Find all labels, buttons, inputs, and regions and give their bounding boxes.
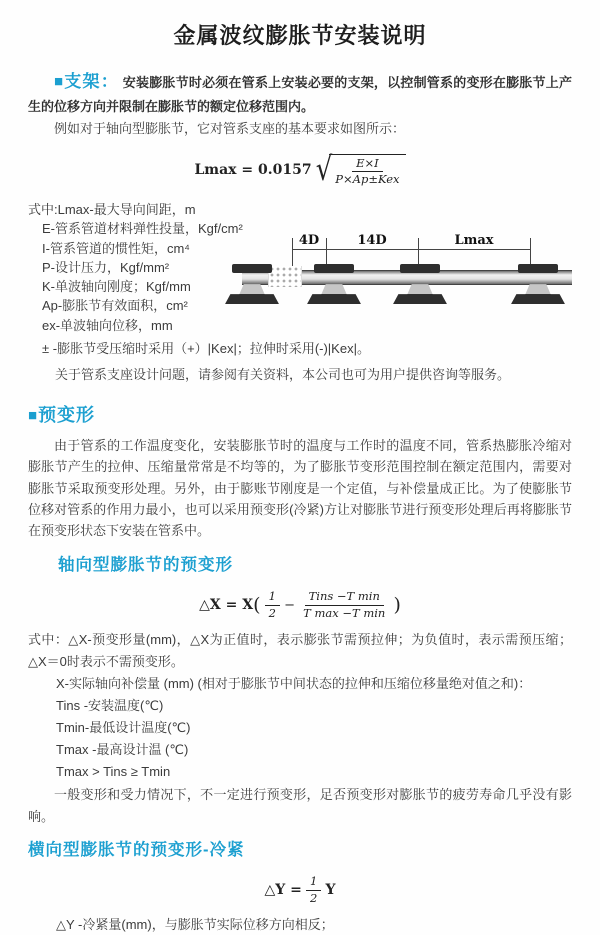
support-example-line: 例如对于轴向型膨胀节，它对管系支座的基本要求如图所示：: [54, 120, 406, 136]
sign-convention-note: ± -膨胀节受压缩时采用（+）|Kex|；拉伸时采用(-)|Kex|。: [42, 341, 370, 357]
lmax-formula-lhs: Lmax = 0.0157: [194, 162, 312, 179]
consulting-note: 关于管系支座设计问题，请参阅有关资料，本公司也可为用户提供咨询等服务。: [55, 366, 511, 382]
lateral-formula-rhs: Y: [325, 881, 336, 898]
axial-general-note: 一般变形和受力情况下，不一定进行预变形，足否预变形对膨胀节的疲劳寿命几乎没有影响。: [28, 787, 572, 824]
axial-item-relation: Tmax > Tins ≥ Tmin: [56, 764, 171, 780]
pipe-support: [224, 264, 280, 306]
preset-section-heading: [28, 401, 572, 431]
axial-item-x: X-实际轴向补偿量 (mm) (相对于膨胀节中间状态的拉伸和压缩位移量绝对值之和)：: [56, 675, 532, 691]
axial-item-tins: Tins -安装温度(℃): [56, 698, 164, 714]
definition-ex: ex-单波轴向位移，mm: [42, 317, 173, 333]
definition-e: E-管系管道材料弹性投量，Kgf/cm²: [42, 221, 243, 237]
pipe-support: [392, 264, 448, 306]
axial-subheading: 轴向型膨胀节的预变形: [58, 555, 233, 574]
definitions-and-diagram-zone: [28, 200, 572, 336]
lateral-half-denominator: 2: [310, 890, 318, 905]
preset-heading-label: 预变形: [38, 404, 96, 425]
axial-item-tmax: Tmax -最高设计温 (℃): [56, 742, 189, 758]
half-denominator: 2: [268, 605, 276, 620]
support-section-heading: [54, 72, 119, 91]
blue-square-icon: ■: [28, 406, 39, 424]
blue-square-icon: ■: [54, 73, 65, 91]
pipe-support: [306, 264, 362, 306]
dimension-label-14d: 14D: [357, 233, 387, 249]
lateral-formula: [28, 874, 572, 906]
dimension-line: [292, 249, 530, 250]
lateral-half-numerator: 1: [306, 874, 321, 891]
temp-denominator: T max −T min: [303, 605, 386, 620]
axial-formula-explanation: 式中：△X-预变形量(mm)，△X为正值时，表示膨张节需预拉伸；为负值时，表示需预压缩；△X＝0时表示不需预变形。: [28, 632, 572, 669]
lmax-formula-numerator: E×I: [352, 156, 383, 173]
temp-numerator: Tins −T min: [305, 589, 384, 606]
preset-body-paragraph: 由于管系的工作温度变化，安装膨胀节时的温度与工作时的温度不同，管系热膨胀冷缩对膨胀节产生的拉伸、压缩量常常是不均等的，为了膨胀节变形范围控制在额定范围内，需要对膨胀节采取预变形处理。另外，由于膨账节刚度是一个定值，与补偿量成正比。为了使膨胀节位移对管系的作用力最小，也可以采用预变形(冷紧)方让对膨胀节进行预变形处理后再将膨胀节在预变形状态下安装在管系中。: [28, 437, 572, 539]
axial-item-tmin: Tmin-最低设计温度(℃): [56, 720, 191, 736]
dimension-label-4d: 4D: [298, 233, 320, 249]
definition-k: K-单波轴向刚度；Kgf/mm: [42, 279, 191, 295]
lmax-formula: [28, 149, 572, 192]
dimension-label-lmax: Lmax: [454, 233, 494, 249]
lateral-note: △Y -冷紧量(mm)，与膨胀节实际位移方向相反；: [56, 917, 334, 933]
pipe-support: [510, 264, 566, 306]
page-title: 金属波纹膨胀节安装说明: [173, 23, 427, 48]
support-intro-text: 安装膨胀节时必须在管系上安装必要的支架，以控制管系的变形在膨胀节上产生的位移方向并限制在膨胀节的额定位移范围内。: [28, 75, 572, 115]
lateral-subheading: 横向型膨胀节的预变形-冷紧: [28, 841, 245, 860]
support-intro-paragraph: [28, 68, 572, 117]
support-heading-label: 支架：: [64, 72, 119, 92]
open-paren: (: [253, 593, 261, 616]
lmax-formula-denominator: P×Ap±Kex: [335, 172, 400, 187]
axial-formula-lhs: △X = X: [199, 596, 254, 613]
definition-lmax: 式中:Lmax-最大导向间距，m: [28, 202, 196, 218]
half-numerator: 1: [265, 589, 280, 606]
pipe-support-diagram: [242, 232, 580, 332]
definition-i: I-管系管道的惯性矩，cm⁴: [42, 240, 190, 256]
close-paren: ): [393, 593, 401, 616]
radical-sign: √: [315, 151, 333, 189]
definition-ap: Ap-膨胀节有效面积，cm²: [42, 298, 188, 314]
lateral-formula-lhs: △Y =: [264, 881, 302, 898]
axial-formula: [28, 589, 572, 621]
definition-p: P-设计压力，Kgf/mm²: [42, 259, 170, 275]
minus-operator: −: [284, 597, 296, 613]
